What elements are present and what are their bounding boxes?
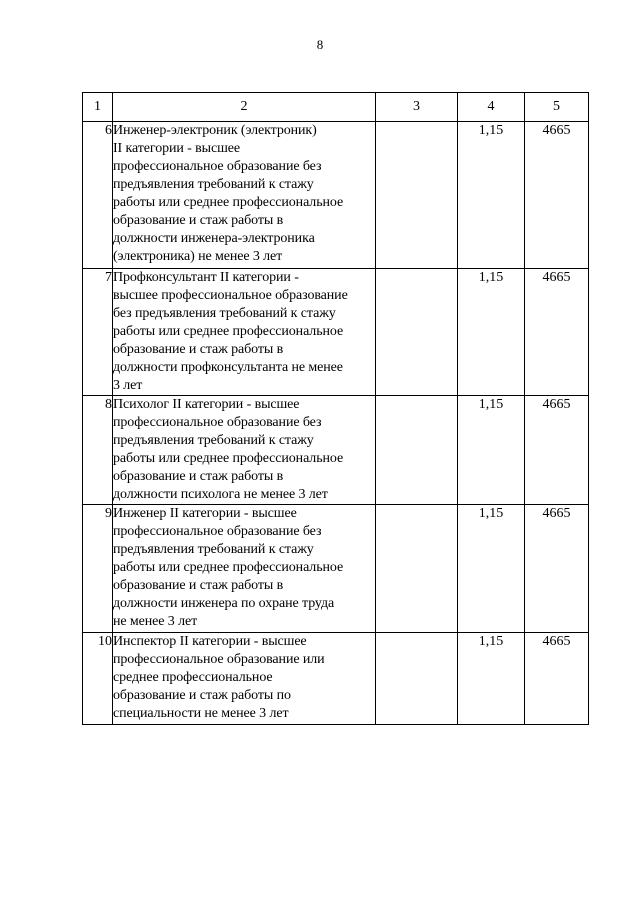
salary-cell: 4665 [525, 396, 589, 505]
row-number: 7 [83, 269, 113, 396]
table-row [83, 269, 589, 396]
positions-table [82, 92, 589, 725]
salary-cell: 4665 [525, 269, 589, 396]
coefficient-cell: 1,15 [458, 269, 525, 396]
header-cell-4: 4 [458, 93, 525, 122]
salary-cell: 4665 [525, 122, 589, 269]
header-cell-3: 3 [376, 93, 458, 122]
row-number: 8 [83, 396, 113, 505]
position-description: Инспектор II категории - высшее профессиональное образование или среднее профессиональное образование и стаж работы по специальности не менее 3 лет [113, 633, 376, 725]
coefficient-cell: 1,15 [458, 633, 525, 725]
table-row [83, 396, 589, 505]
coefficient-cell: 1,15 [458, 505, 525, 633]
table-row [83, 505, 589, 633]
page-number: 8 [316, 37, 324, 52]
header-cell-5: 5 [525, 93, 589, 122]
column-3-cell [376, 505, 458, 633]
coefficient-cell: 1,15 [458, 396, 525, 505]
header-cell-2: 2 [113, 93, 376, 122]
position-description: Профконсультант II категории - высшее профессиональное образование без предъявления требований к стажу работы или среднее профессиональное образование и стаж работы в должности профконсультанта не менее 3 лет [113, 269, 376, 396]
column-3-cell [376, 122, 458, 269]
row-number: 6 [83, 122, 113, 269]
table-row [83, 122, 589, 269]
row-number: 10 [83, 633, 113, 725]
coefficient-cell: 1,15 [458, 122, 525, 269]
table-header-row [83, 93, 589, 122]
column-3-cell [376, 633, 458, 725]
table-row [83, 633, 589, 725]
position-description: Психолог II категории - высшее профессиональное образование без предъявления требований к стажу работы или среднее профессиональное образование и стаж работы в должности психолога не менее 3 лет [113, 396, 376, 505]
row-number: 9 [83, 505, 113, 633]
salary-cell: 4665 [525, 633, 589, 725]
salary-cell: 4665 [525, 505, 589, 633]
header-cell-1: 1 [83, 93, 113, 122]
column-3-cell [376, 396, 458, 505]
column-3-cell [376, 269, 458, 396]
position-description: Инженер II категории - высшее профессиональное образование без предъявления требований к стажу работы или среднее профессиональное образование и стаж работы в должности инженера по охране труда не менее 3 лет [113, 505, 376, 633]
position-description: Инженер-электроник (электроник) II категории - высшее профессиональное образование без предъявления требований к стажу работы или среднее профессиональное образование и стаж работы в должности инженера-электроника (электроника) не менее 3 лет [113, 122, 376, 269]
